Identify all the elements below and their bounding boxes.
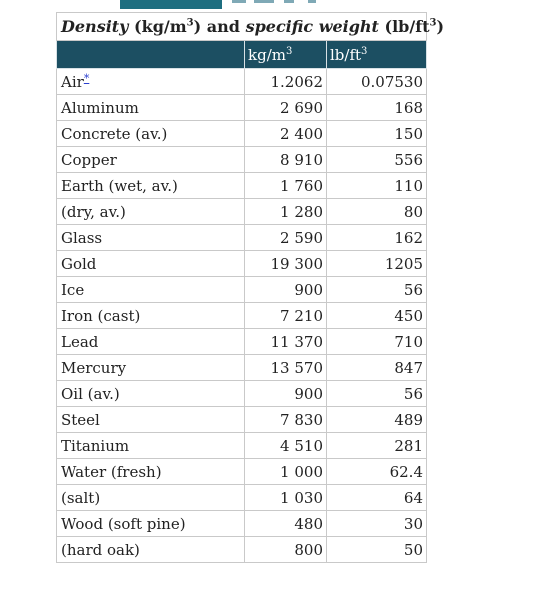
lb-ft3-cell: 110 [327,173,427,199]
material-cell [57,199,245,225]
material-name: Glass [61,228,103,247]
table-row [57,381,427,407]
material-name: Steel [61,410,100,429]
material-name: (hard oak) [61,540,140,559]
caption-unit1-close: ) [193,17,202,36]
table-row [57,251,427,277]
table-row [57,511,427,537]
lb-ft3-cell: 150 [327,121,427,147]
lb-ft3-cell: 556 [327,147,427,173]
kg-m3-cell: 1.2062 [245,69,327,95]
table-row [57,407,427,433]
material-name: (dry, av.) [61,202,126,221]
material-cell [57,173,245,199]
header-lb-ft3 [327,41,427,69]
kg-m3-cell: 4 510 [245,433,327,459]
kg-m3-cell: 1 000 [245,459,327,485]
lb-ft3-cell: 847 [327,355,427,381]
kg-m3-cell: 2 690 [245,95,327,121]
table-row [57,537,427,563]
lb-ft3-cell: 64 [327,485,427,511]
kg-m3-cell: 900 [245,381,327,407]
table-row [57,485,427,511]
material-cell [57,147,245,173]
material-cell [57,407,245,433]
material-name: Ice [61,280,85,299]
material-name: Iron (cast) [61,306,141,325]
material-name: Copper [61,150,117,169]
header-material [57,41,245,69]
header-kg-m3-label: kg/m [248,45,286,64]
kg-m3-cell: 2 590 [245,225,327,251]
kg-m3-cell: 2 400 [245,121,327,147]
table-body [57,69,427,563]
material-name: (salt) [61,488,101,507]
material-cell [57,121,245,147]
material-cell [57,69,245,95]
table-row [57,303,427,329]
kg-m3-cell: 8 910 [245,147,327,173]
table-caption [57,13,445,41]
table-row [57,173,427,199]
table-row [57,433,427,459]
lb-ft3-cell: 50 [327,537,427,563]
material-cell [57,381,245,407]
caption-unit2-close: ) [436,17,445,36]
material-cell [57,225,245,251]
material-name: Wood (soft pine) [61,514,186,533]
material-cell [57,95,245,121]
lb-ft3-cell: 62.4 [327,459,427,485]
footnote-link[interactable]: * [83,71,90,85]
material-name: Oil (av.) [61,384,120,403]
header-lb-ft3-exp: 3 [361,45,368,57]
caption-unit2: (lb/ft [384,17,430,36]
kg-m3-cell: 1 760 [245,173,327,199]
material-name: Air [61,72,84,91]
table-row [57,69,427,95]
lb-ft3-cell: 489 [327,407,427,433]
lb-ft3-cell: 80 [327,199,427,225]
column-header-row [57,41,427,69]
kg-m3-cell: 480 [245,511,327,537]
top-nav-fragment [224,0,344,9]
kg-m3-cell: 900 [245,277,327,303]
material-cell [57,433,245,459]
material-cell [57,459,245,485]
kg-m3-cell: 7 210 [245,303,327,329]
caption-exp1: 3 [186,17,194,29]
lb-ft3-cell: 281 [327,433,427,459]
material-cell [57,303,245,329]
table-row [57,147,427,173]
material-cell [57,277,245,303]
lb-ft3-cell: 0.07530 [327,69,427,95]
lb-ft3-cell: 1205 [327,251,427,277]
kg-m3-cell: 19 300 [245,251,327,277]
material-name: Aluminum [61,98,139,117]
header-kg-m3-exp: 3 [285,45,293,57]
lb-ft3-cell: 56 [327,277,427,303]
caption-exp2: 3 [429,17,437,29]
material-name: Concrete (av.) [61,124,168,143]
material-cell [57,511,245,537]
material-cell [57,485,245,511]
table-row [57,225,427,251]
material-name: Lead [61,332,99,351]
kg-m3-cell: 800 [245,537,327,563]
caption-and: and [206,17,240,36]
table-row [57,95,427,121]
material-name: Titanium [61,436,130,455]
header-lb-ft3-label: lb/ft [330,45,362,64]
material-name: Mercury [61,358,127,377]
table-row [57,459,427,485]
table-row [57,199,427,225]
lb-ft3-cell: 162 [327,225,427,251]
material-cell [57,355,245,381]
lb-ft3-cell: 450 [327,303,427,329]
kg-m3-cell: 13 570 [245,355,327,381]
lb-ft3-cell: 168 [327,95,427,121]
kg-m3-cell: 1 280 [245,199,327,225]
lb-ft3-cell: 710 [327,329,427,355]
material-cell [57,329,245,355]
material-name: Gold [61,254,97,273]
material-cell [57,251,245,277]
density-table [56,12,445,563]
kg-m3-cell: 11 370 [245,329,327,355]
kg-m3-cell: 7 830 [245,407,327,433]
header-kg-m3 [245,41,327,69]
top-nav-tab[interactable] [120,0,222,9]
table-row [57,121,427,147]
lb-ft3-cell: 30 [327,511,427,537]
table-caption-row [57,13,427,41]
material-name: Water (fresh) [61,462,162,481]
lb-ft3-cell: 56 [327,381,427,407]
material-cell [57,537,245,563]
caption-density: Density [61,17,129,36]
kg-m3-cell: 1 030 [245,485,327,511]
table-row [57,355,427,381]
table-row [57,329,427,355]
caption-unit1: (kg/m [134,17,187,36]
caption-specific-weight: specific weight [245,17,379,36]
table-row [57,277,427,303]
material-name: Earth (wet, av.) [61,176,178,195]
